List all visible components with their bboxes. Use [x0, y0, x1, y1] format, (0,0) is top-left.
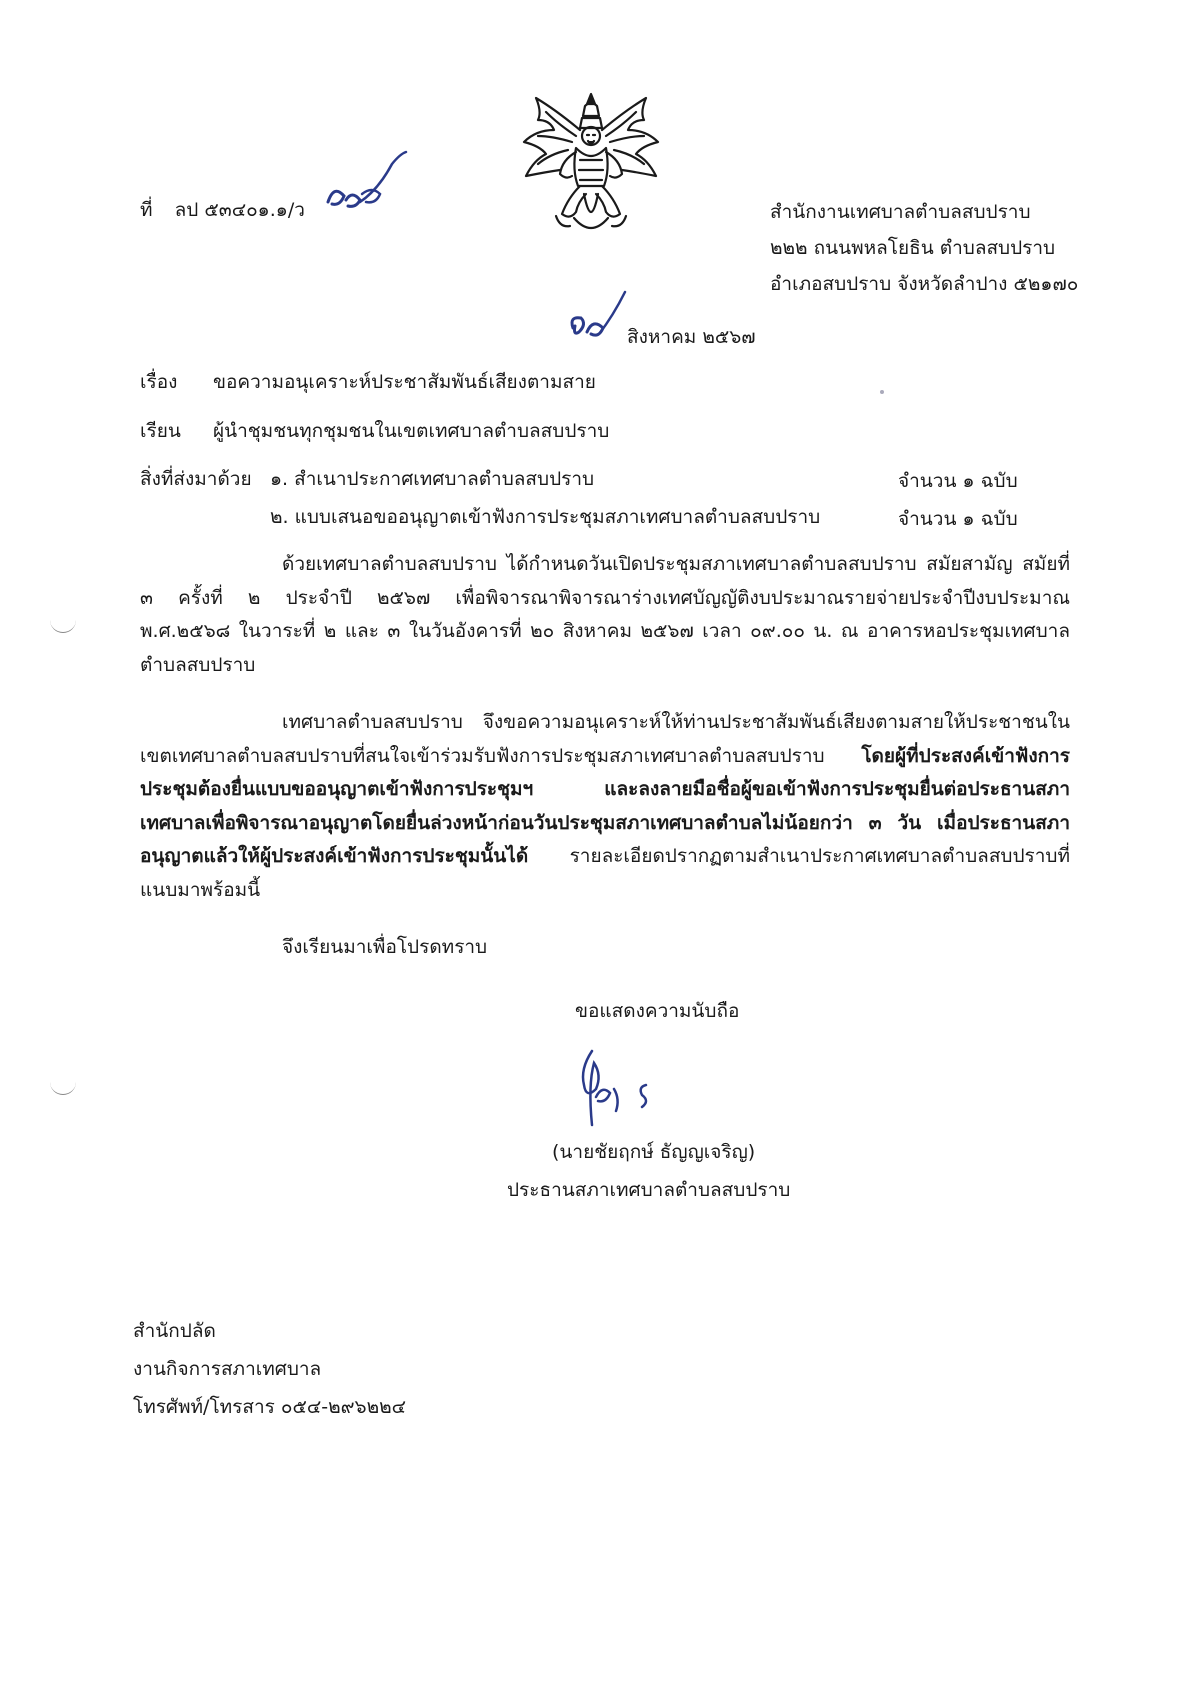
- reference-number: [140, 198, 305, 222]
- enclosure-item-2: ๒. แบบเสนอขออนุญาตเข้าฟังการประชุมสภาเทศบาลตำบลสบปราบ: [270, 506, 821, 528]
- recipient-label: เรียน: [140, 420, 181, 442]
- paragraph-2-intro: เทศบาลตำบลสบปราบ จึงขอความอนุเคราะห์ให้ท่านประชาสัมพันธ์เสียงตามสายให้ประชาชนในเขตเทศบาลตำบลสบปราบที่สนใจเข้าร่วมรับฟังการประชุมสภาเทศบาลตำบลสบปราบ: [140, 711, 1070, 767]
- handwritten-ref-number: [322, 150, 412, 220]
- body-paragraph-2: [140, 706, 1070, 907]
- garuda-emblem-icon: [516, 90, 666, 240]
- signer-title: ประธานสภาเทศบาลตำบลสบปราบ: [507, 1179, 791, 1201]
- ref-label: ที่: [140, 199, 153, 221]
- punch-hole-mark: [50, 618, 76, 633]
- enclosure-item-1: ๑. สำเนาประกาศเทศบาลตำบลสบปราบ: [270, 468, 595, 490]
- signer-name: (นายชัยฤกษ์ ธัญญเจริญ): [552, 1141, 756, 1163]
- footer-department: สำนักปลัด: [133, 1320, 216, 1342]
- recipient-value: ผู้นำชุมชนทุกชุมชนในเขตเทศบาลตำบลสบปราบ: [213, 420, 610, 442]
- body-paragraph-1: ด้วยเทศบาลตำบลสบปราบ ได้กำหนดวันเปิดประชุมสภาเทศบาลตำบลสบปราบ สมัยสามัญ สมัยที่ ๓ ครั้งที่ ๒ ประจำปี ๒๕๖๗ เพื่อพิจารณาพิจารณาร่างเทศบัญญัติงบประมาณรายจ่ายประจำปีงบประมาณ พ.ศ.๒๕๖๘ ในวาระที่ ๒ และ ๓ ในวันอังคารที่ ๒๐ สิงหาคม ๒๕๖๗ เวลา ๐๙.๐๐ น. ณ อาคารหอประชุมเทศบาลตำบลสบปราบ: [140, 553, 1070, 676]
- enclosures-label: สิ่งที่ส่งมาด้วย: [140, 468, 252, 490]
- regards-line: ขอแสดงความนับถือ: [575, 1000, 740, 1022]
- enclosure-qty-1: จำนวน ๑ ฉบับ: [898, 470, 1018, 492]
- footer-phone: โทรศัพท์/โทรสาร ๐๕๔-๒๙๖๒๒๔: [133, 1396, 407, 1418]
- enclosure-qty-2: จำนวน ๑ ฉบับ: [898, 508, 1018, 530]
- subject-value: ขอความอนุเคราะห์ประชาสัมพันธ์เสียงตามสาย: [213, 371, 596, 393]
- closing-line: จึงเรียนมาเพื่อโปรดทราบ: [282, 936, 488, 958]
- subject-label: เรื่อง: [140, 371, 178, 393]
- paragraph-2-emphasis: โดยผู้ที่ประสงค์เข้าฟังการประชุมต้องยื่นแบบขออนุญาตเข้าฟังการประชุมฯ และลงลายมือชื่อผู้ขอเข้าฟังการประชุมยื่นต่อประธานสภาเทศบาลเพื่อพิจารณาอนุญาตโดยยื่นล่วงหน้าก่อนวันประชุมสภาเทศบาลตำบลไม่น้อยกว่า ๓ วัน เมื่อประธานสภาอนุญาตแล้วให้ผู้ประสงค์เข้าฟังการประชุมนั้นได้: [140, 744, 1070, 867]
- footer-section: งานกิจการสภาเทศบาล: [133, 1358, 322, 1380]
- ref-number: ลป ๕๓๔๐๑.๑/ว: [174, 199, 305, 221]
- punch-hole-mark: [50, 1080, 76, 1095]
- address-line-3: อำเภอสบปราบ จังหวัดลำปาง ๕๒๑๗๐: [770, 273, 1079, 295]
- handwritten-signature: [566, 1045, 676, 1135]
- address-line-2: ๒๒๒ ถนนพหลโยธิน ตำบลสบปราบ: [770, 237, 1056, 259]
- handwritten-date-day: [565, 288, 635, 348]
- ink-speck: [880, 390, 884, 394]
- address-line-1: สำนักงานเทศบาลตำบลสบปราบ: [770, 201, 1031, 223]
- paragraph-2-details: รายละเอียดปรากฏตามสำเนาประกาศเทศบาลตำบลสบปราบที่แนบมาพร้อมนี้: [140, 845, 1070, 901]
- letter-date: สิงหาคม ๒๕๖๗: [627, 326, 756, 348]
